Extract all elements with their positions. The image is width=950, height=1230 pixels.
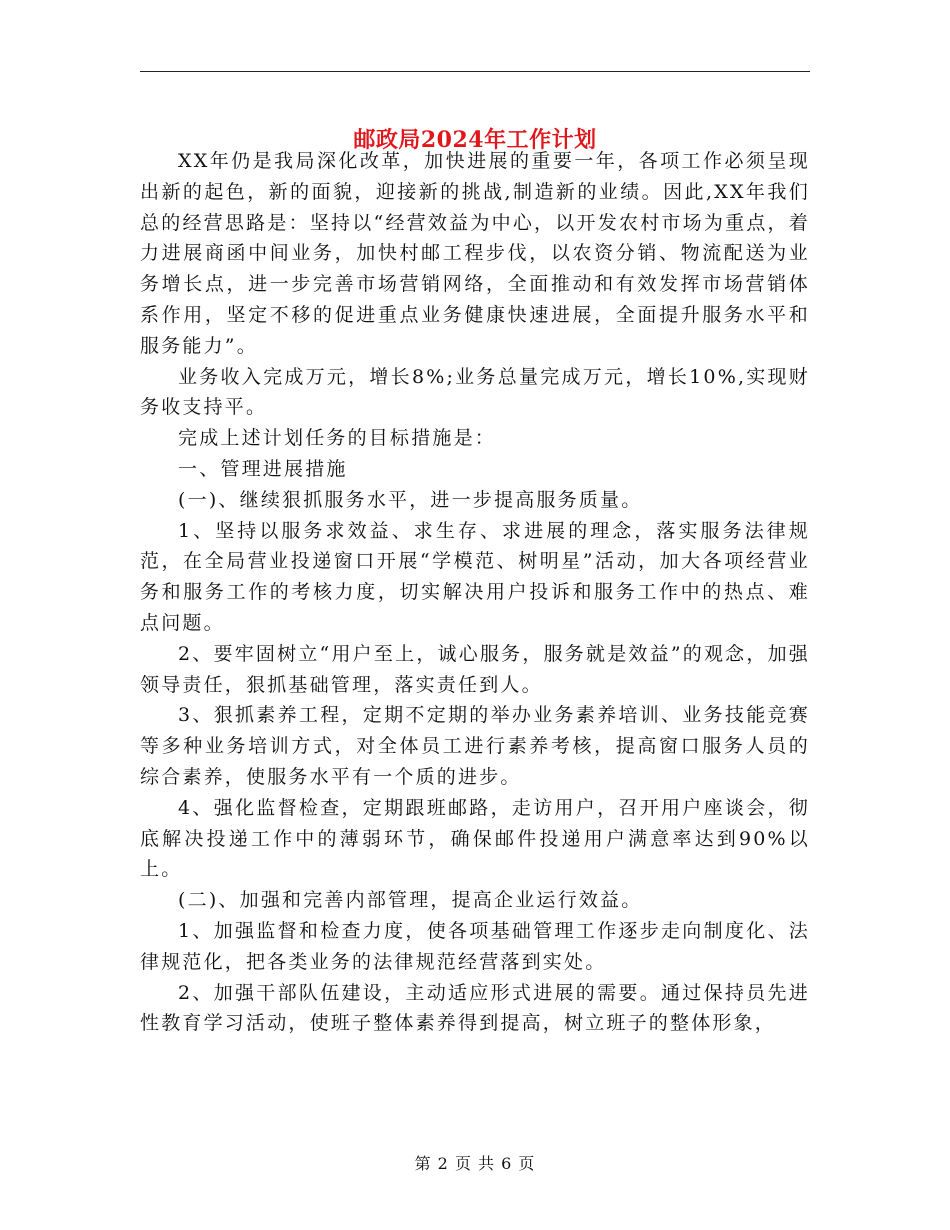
page-label-mid: 页 共: [454, 1154, 496, 1173]
paragraph: 完成上述计划任务的目标措施是：: [178, 427, 497, 450]
paragraph: 3、狠抓素养工程，定期不定期的举办业务素养培训、业务技能竞赛等多种业务培训方式，对全体员工进行素养考核，提高窗口服务人员的综合素养，使服务水平有一个质的进步。: [140, 704, 810, 788]
paragraph: 1、坚持以服务求效益、求生存、求进展的理念，落实服务法律规范，在全局营业投递窗口开展“学模范、树明星”活动，加大各项经营业务和服务工作的考核力度，切实解决用户投诉和服务工作中的热点、难点问题。: [140, 519, 810, 634]
paragraph: XX年仍是我局深化改革，加快进展的重要一年，各项工作必须呈现出新的起色，新的面貌，迎接新的挑战,制造新的业绩。因此,XX年我们总的经营思路是：坚持以“经营效益为中心，以开发农村市场为重点，着力进展商函中间业务，加快村邮工程步伐，以农资分销、物流配送为业务增长点，进一步完善市场营销网络，全面推动和有效发挥市场营销体系作用，坚定不移的促进重点业务健康快速进展，全面提升服务水平和服务能力”。: [140, 150, 810, 357]
page-footer: [0, 1152, 950, 1176]
total-pages-number: 6: [501, 1154, 513, 1173]
paragraph: 业务收入完成万元，增长8%;业务总量完成万元，增长10%,实现财务收支持平。: [140, 365, 810, 419]
header-rule: [140, 71, 810, 72]
page-label-suffix: 页: [518, 1154, 536, 1173]
subsection-heading: (一)、继续狠抓服务水平，进一步提高服务质量。: [178, 488, 643, 511]
paragraph: 4、强化监督检查，定期跟班邮路，走访用户，召开用户座谈会，彻底解决投递工作中的薄弱环节，确保邮件投递用户满意率达到90%以上。: [140, 796, 810, 881]
paragraph: 1、加强监督和检查力度，使各项基础管理工作逐步走向制度化、法律规范化，把各类业务的法律规范经营落到实处。: [140, 919, 810, 973]
paragraph: 2、要牢固树立“用户至上，诚心服务，服务就是效益”的观念，加强领导责任，狠抓基础管理，落实责任到人。: [140, 642, 810, 696]
current-page-number: 2: [437, 1154, 449, 1173]
section-heading: 一、管理进展措施: [178, 457, 348, 480]
document-title: 邮政局2024年工作计划: [353, 126, 597, 153]
page-label-prefix: 第: [414, 1154, 432, 1173]
paragraph: 2、加强干部队伍建设，主动适应形式进展的需要。通过保持员先进性教育学习活动，使班子整体素养得到提高，树立班子的整体形象，: [140, 981, 810, 1035]
subsection-heading: (二)、加强和完善内部管理，提高企业运行效益。: [178, 889, 643, 912]
document-body: [140, 146, 810, 1039]
